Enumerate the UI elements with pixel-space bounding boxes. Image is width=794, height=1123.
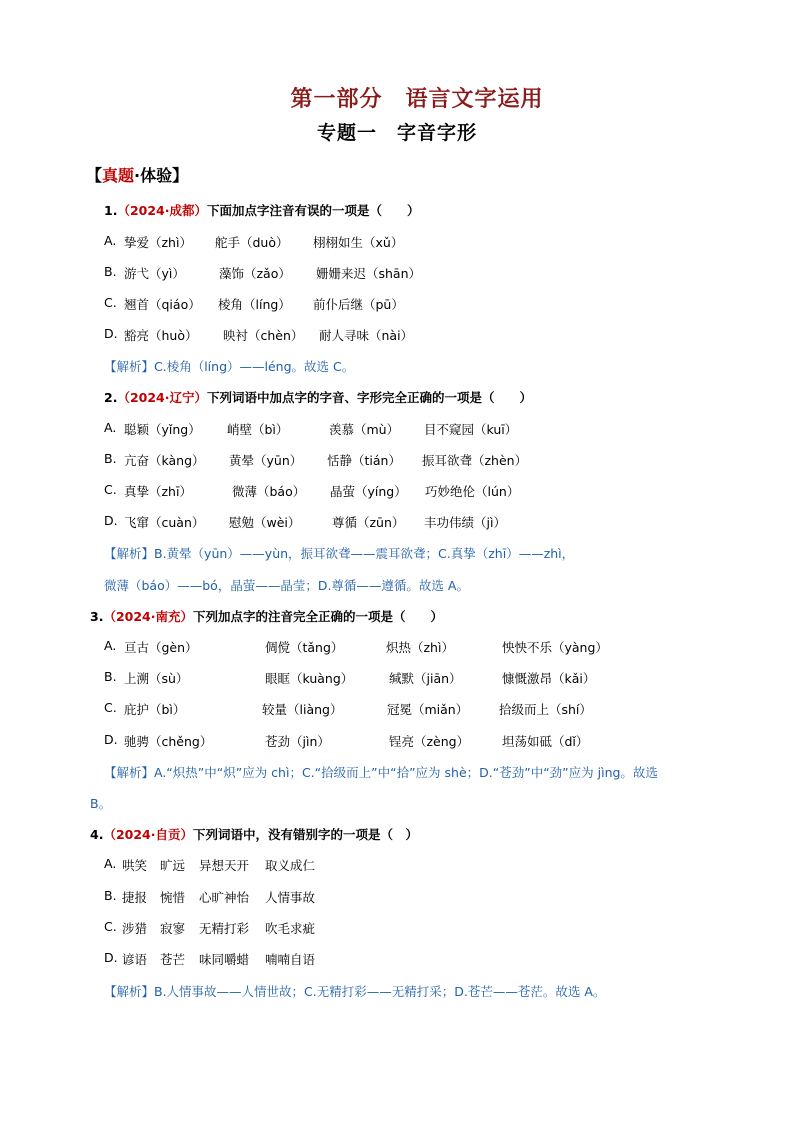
option-item: 人情事故	[265, 890, 316, 905]
option-letter: A.	[104, 420, 117, 435]
question-source: （2024·南充）	[103, 609, 193, 624]
option-item: 哄笑	[122, 858, 148, 873]
option-item: 栩栩如生（xǔ）	[313, 235, 404, 250]
option-item: 聪颖（yǐng）	[124, 422, 201, 437]
option-letter: D.	[104, 950, 118, 965]
option-item: 驰骋（chěng）	[124, 734, 213, 749]
option-item: 捷报	[122, 890, 148, 905]
question-1-stem	[104, 201, 420, 219]
option-item: 拾级而上（shí）	[499, 702, 592, 717]
question-4-stem	[90, 825, 418, 843]
option-item: 较量（liàng）	[262, 702, 343, 717]
option-item: 味同嚼蜡	[199, 952, 250, 967]
analysis-text: 【解析】B.黄晕（yūn）——yùn，振耳欲聋——震耳欲聋；C.真挚（zhī）——zhì，	[104, 546, 575, 561]
option-item: 巧妙绝伦（lún）	[425, 484, 520, 499]
question-source: （2024·成都）	[117, 203, 207, 218]
option-item: 心旷神怡	[199, 890, 250, 905]
option-item: 喃喃自语	[265, 952, 316, 967]
option-item: 晶萤（yíng）	[330, 484, 407, 499]
option-item: 苍劲（jìn）	[265, 734, 330, 749]
question-3-stem	[90, 607, 443, 625]
section-heading	[86, 163, 188, 186]
option-letter: B.	[104, 264, 117, 279]
option-item: 真挚（zhī）	[124, 484, 192, 499]
option-item: 惋惜	[160, 890, 186, 905]
option-item: 庇护（bì）	[124, 702, 186, 717]
option-item: 目不窥园（kuī）	[424, 422, 518, 437]
option-letter: A.	[104, 856, 117, 871]
section-red-label: 真题	[102, 166, 135, 185]
option-item: 无精打彩	[199, 921, 250, 936]
option-item: 亢奋（kàng）	[124, 453, 205, 468]
option-item: 耐人寻味（nài）	[319, 328, 414, 343]
option-item: 飞窜（cuàn）	[124, 515, 205, 530]
option-letter: C.	[104, 700, 117, 715]
question-number: 2.	[104, 390, 118, 405]
analysis-text: 【解析】C.棱角（líng）——léng。故选 C。	[104, 359, 355, 374]
analysis-text: 微薄（báo）——bó，晶萤——晶莹；D.尊循——遵循。故选 A。	[104, 578, 469, 593]
question-number: 3.	[90, 609, 104, 624]
option-item: 棱角（líng）	[218, 297, 291, 312]
option-item: 峭壁（bì）	[227, 422, 289, 437]
option-item: 怏怏不乐（yàng）	[502, 640, 608, 655]
option-item: 挚爱（zhì）	[124, 235, 192, 250]
option-item: 藻饰（zǎo）	[219, 266, 291, 281]
option-letter: A.	[104, 233, 117, 248]
option-letter: C.	[104, 919, 117, 934]
option-item: 映衬（chèn）	[223, 328, 304, 343]
question-source: （2024·自贡）	[103, 827, 193, 842]
question-2-stem	[104, 388, 532, 406]
option-item: 寂寥	[160, 921, 186, 936]
option-item: 微薄（báo）	[232, 484, 306, 499]
option-item: 慷慨激昂（kǎi）	[502, 671, 596, 686]
analysis-text: B。	[90, 796, 112, 811]
option-item: 锃亮（zèng）	[389, 734, 470, 749]
option-item: 冠冕（miǎn）	[387, 702, 469, 717]
option-item: 取义成仁	[265, 858, 316, 873]
option-item: 豁亮（huò）	[124, 328, 198, 343]
option-item: 游弋（yì）	[124, 266, 185, 281]
option-item: 姗姗来迟（shān）	[316, 266, 422, 281]
option-item: 异想天开	[199, 858, 250, 873]
topic-title: 专题一 字音字形	[316, 122, 477, 144]
option-letter: A.	[104, 638, 117, 653]
option-item: 黄晕（yūn）	[229, 453, 303, 468]
question-text: 下面加点字注音有误的一项是（ ）	[207, 203, 420, 218]
option-item: 苍芒	[160, 952, 186, 967]
question-source: （2024·辽宁）	[117, 390, 207, 405]
question-number: 1.	[104, 203, 118, 218]
option-item: 尊循（zūn）	[332, 515, 405, 530]
option-item: 亘古（gèn）	[124, 640, 198, 655]
option-item: 眼眶（kuàng）	[265, 671, 354, 686]
option-item: 上溯（sù）	[124, 671, 189, 686]
option-letter: D.	[104, 326, 118, 341]
option-item: 前仆后继（pū）	[313, 297, 404, 312]
option-item: 慰勉（wèi）	[229, 515, 301, 530]
option-item: 倜傥（tǎng）	[265, 640, 344, 655]
option-item: 丰功伟绩（jì）	[424, 515, 506, 530]
option-item: 坦荡如砥（dǐ）	[502, 734, 589, 749]
option-letter: C.	[104, 482, 117, 497]
option-letter: B.	[104, 669, 117, 684]
analysis-text: 【解析】B.人情事故——人情世故；C.无精打彩——无精打采；D.苍芒——苍茫。故选 A。	[104, 984, 606, 999]
option-item: 翘首（qiáo）	[124, 297, 201, 312]
question-number: 4.	[90, 827, 104, 842]
section-bracket-open: 【	[86, 166, 103, 185]
question-text: 下列词语中加点字的字音、字形完全正确的一项是（ ）	[207, 390, 533, 405]
option-item: 舵手（duò）	[215, 235, 289, 250]
option-item: 羡慕（mù）	[329, 422, 400, 437]
option-item: 涉猎	[122, 921, 148, 936]
option-item: 缄默（jiān）	[389, 671, 462, 686]
option-item: 谚语	[122, 952, 148, 967]
option-item: 恬静（tián）	[327, 453, 401, 468]
analysis-text: 【解析】A.“炽热”中“炽”应为 chì；C.“拾级而上”中“拾”应为 shè；D.“苍劲”中“劲”应为 jìng。故选	[104, 765, 658, 780]
option-letter: D.	[104, 513, 118, 528]
option-letter: B.	[104, 888, 117, 903]
question-text: 下列加点字的注音完全正确的一项是（ ）	[193, 609, 444, 624]
section-rest-label: ·体验】	[134, 166, 189, 185]
option-letter: B.	[104, 451, 117, 466]
part-title: 第一部分 语言文字运用	[290, 87, 544, 112]
option-letter: C.	[104, 295, 117, 310]
option-item: 炽热（zhì）	[386, 640, 454, 655]
option-item: 吹毛求疵	[265, 921, 316, 936]
option-item: 振耳欲聋（zhèn）	[422, 453, 528, 468]
option-letter: D.	[104, 732, 118, 747]
option-item: 旷远	[160, 858, 186, 873]
question-text: 下列词语中，没有错别字的一项是（ ）	[193, 827, 419, 842]
